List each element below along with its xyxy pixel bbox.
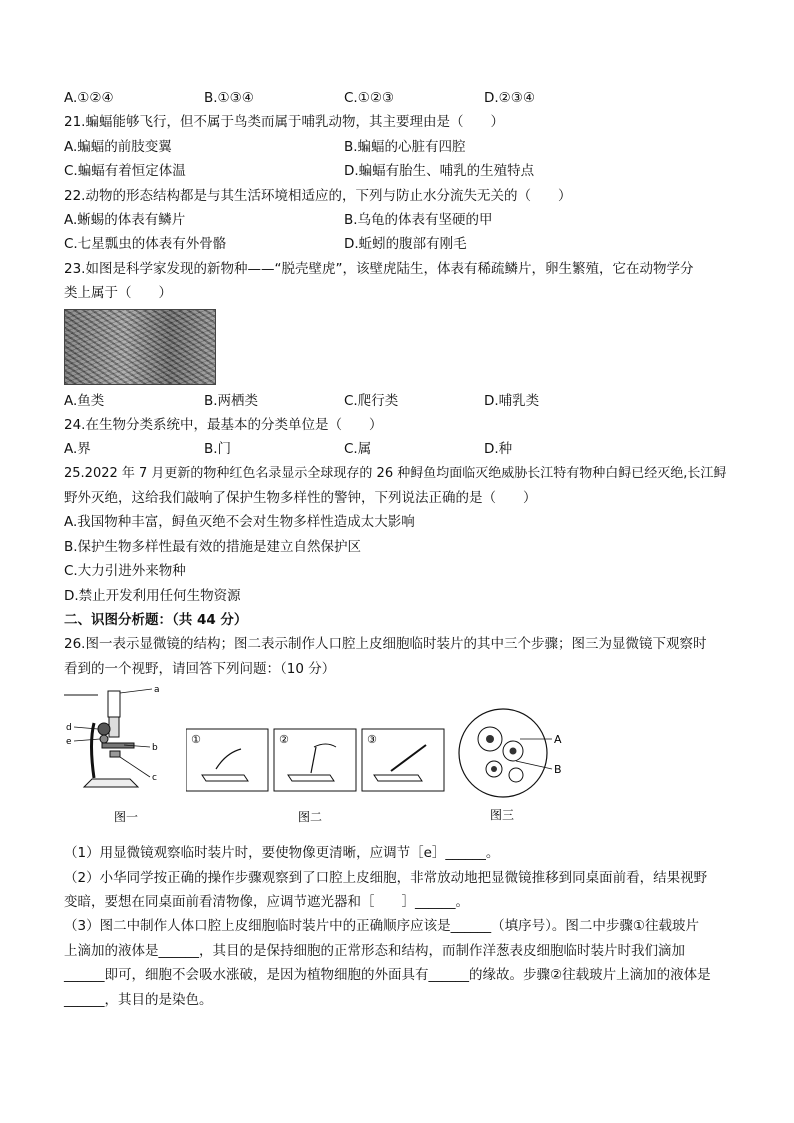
option-b: B.门 [204,441,232,458]
step-3-label: ③ [367,733,377,747]
option-c: C.①②③ [344,90,395,106]
q26-sub3-line4: ______，其目的是染色。 [64,991,213,1008]
label-e: e [66,737,72,748]
option-c: C.属 [344,441,372,458]
label-a: a [154,685,160,696]
gecko-photo [64,309,216,385]
option-b: B.两栖类 [204,392,259,409]
figure-1 [64,683,169,833]
exam-page [64,86,734,1012]
option-a: A.①②④ [64,90,114,106]
q21-options-row2 [64,159,734,183]
option-d: D.蝙蝠有胎生、哺乳的生殖特点 [344,163,535,180]
q25-option-b: B.保护生物多样性最有效的措施是建立自然保护区 [64,538,362,555]
label-B: B [554,763,562,777]
option-b: B.蝙蝠的心脏有四腔 [344,138,466,155]
q26-sub1: （1）用显微镜观察临时装片时，要使物像更清晰，应调节［e］______。 [64,845,500,862]
label-b: b [152,743,158,754]
q24-stem: 24.在生物分类系统中，最基本的分类单位是（ ） [64,416,383,433]
step-1-label: ① [191,733,201,747]
figure-3 [458,691,568,833]
q23-stem-line2: 类上属于（ ） [64,285,172,302]
microscope-diagram [64,683,169,833]
q25-stem-line2: 野外灭绝，这给我们敲响了保护生物多样性的警钟，下列说法正确的是（ ） [64,490,537,507]
step-2-label: ② [279,733,289,747]
q23-options [64,389,734,413]
q26-sub3-line1: （3）图二中制作人体口腔上皮细胞临时装片中的正确顺序应该是______（填序号）。图二中步骤①往载玻片 [64,918,699,935]
q25-option-a: A.我国物种丰富，鲟鱼灭绝不会对生物多样性造成太大影响 [64,514,415,531]
option-c: C.七星瓢虫的体表有外骨骼 [64,236,227,253]
option-d: D.哺乳类 [484,392,540,409]
option-d: D.种 [484,441,513,458]
q26-sub2-line1: （2）小华同学按正确的操作步骤观察到了口腔上皮细胞，非常放动地把显微镜推移到同桌面前看，结果视野 [64,869,708,886]
option-b: B.①③④ [204,90,254,106]
q22-options-row2 [64,232,734,256]
fig3-caption: 图三 [490,808,515,823]
q26-stem-line2: 看到的一个视野，请回答下列问题：（10 分） [64,660,336,677]
q21-stem: 21.蝙蝠能够飞行，但不属于鸟类而属于哺乳动物，其主要理由是（ ） [64,114,504,131]
option-b: B.乌龟的体表有坚硬的甲 [344,211,493,228]
option-d: D.蚯蚓的腹部有刚毛 [344,236,467,253]
q25-option-d: D.禁止开发利用任何生物资源 [64,587,241,604]
q20-options [64,86,734,110]
q21-options-row1 [64,135,734,159]
field-of-view-diagram [458,691,568,833]
label-d: d [66,723,72,734]
q23-stem-line1: 23.如图是科学家发现的新物种——“脱壳壁虎”，该壁虎陆生，体表有稀疏鳞片，卵生繁殖，它在动物学分 [64,260,694,277]
option-a: A.界 [64,441,91,458]
q24-options [64,437,734,461]
option-a: A.鱼类 [64,392,105,409]
option-d: D.②③④ [484,90,535,106]
label-c: c [152,773,157,784]
q26-sub3-line2: 上滴加的液体是______，其目的是保持细胞的正常形态和结构，而制作洋葱表皮细胞临时装片时我们滴加 [64,942,685,959]
label-A: A [554,733,562,747]
fig1-caption: 图一 [114,810,139,825]
q25-option-c: C.大力引进外来物种 [64,563,186,580]
option-a: A.蜥蜴的体表有鳞片 [64,211,186,228]
q26-sub3-line3: ______即可，细胞不会吸水涨破，是因为植物细胞的外面具有______的缘故。步骤②往载玻片上滴加的液体是 [64,967,711,984]
slide-steps-diagram [186,723,448,833]
option-a: A.蝙蝠的前肢变翼 [64,138,172,155]
q22-stem: 22.动物的形态结构都是与其生活环境相适应的，下列与防止水分流失无关的（ ） [64,187,572,204]
figure-2 [186,723,448,833]
option-c: C.爬行类 [344,392,399,409]
q26-stem-line1: 26.图一表示显微镜的结构；图二表示制作人口腔上皮细胞临时装片的其中三个步骤；图三为显微镜下观察时 [64,636,707,653]
fig2-caption: 图二 [298,810,323,825]
q22-options-row1 [64,208,734,232]
option-c: C.蝙蝠有着恒定体温 [64,163,186,180]
section-heading: 二、识图分析题：（共 44 分） [64,612,248,629]
q26-sub2-line2: 变暗，要想在同桌面前看清物像，应调节遮光器和［ ］______。 [64,893,469,910]
q25-stem-line1: 25.2022 年 7 月更新的物种红色名录显示全球现存的 26 种鲟鱼均面临灭绝威胁长江特有物种白鲟已经灭绝,长江鲟 [64,465,727,481]
q26-figures [64,683,734,833]
